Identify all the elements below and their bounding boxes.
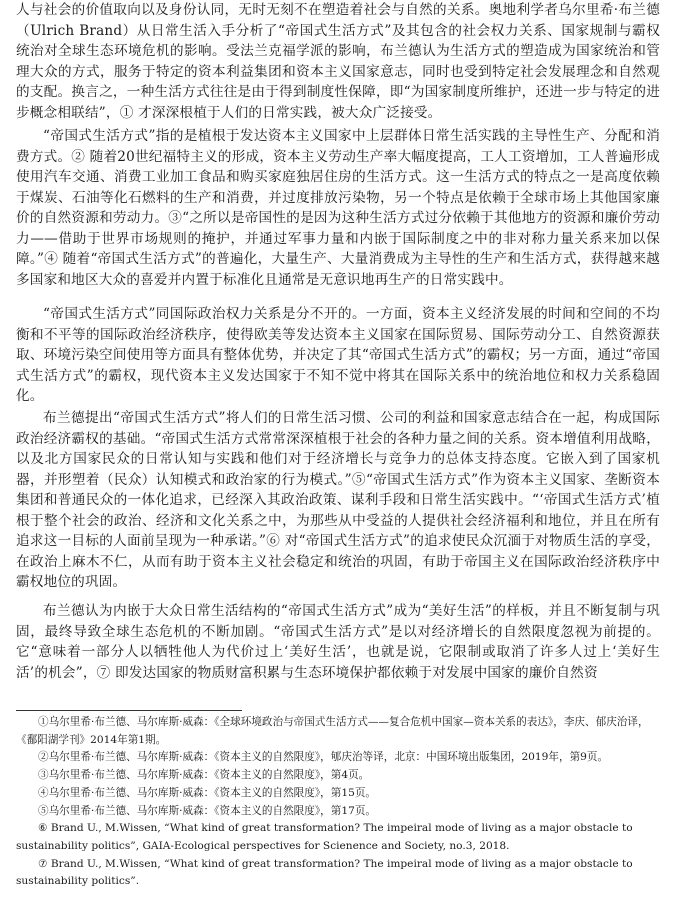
footnote-6: ⑥ Brand U., M.Wissen, “What kind of great transformation? The impeiral mode of living as a major obstacle to sustainability politics”, GAIA-Ecological perspectives for Scienence and Society, no.3, 2018. [16,822,633,852]
footnote-5: ⑤乌尔里希·布兰德、马尔库斯·威森：《资本主义的自然限度》，第17页。 [38,804,377,817]
footnote-3: ③乌尔里希·布兰德、马尔库斯·威森：《资本主义的自然限度》，第4页。 [38,769,370,782]
footnote-2: ②乌尔里希·布兰德、马尔库斯·威森：《资本主义的自然限度》，郇庆治等译，北京：中国环境出版集团，2019年，第9页。 [38,751,609,764]
footnote-1: ①乌尔里希·布兰德、马尔库斯·威森：《全球环境政治与帝国式生活方式——复合危机中国家—资本关系的表达》，李庆、郁庆治译，《鄱阳湖学刊》2014年第1期。 [16,716,649,746]
footnote-divider [16,710,242,711]
paragraph-3: “帝国式生活方式”同国际政治权力关系是分不开的。一方面，资本主义经济发展的时间和空间的不均衡和不平等的国际政治经济秩序，使得欧美等发达资本主义国家在国际贸易、国际劳动分工、自然资源获取、环境污染空间使用等方面具有整体优势，并决定了其“帝国式生活方式”的霸权；另一方面，通过“帝国式生活方式”的霸权，现代资本主义发达国家于不知不觉中将其在国际关系中的统治地位和权力关系稳固化。 [16,306,660,404]
footnote-4: ④乌尔里希·布兰德、马尔库斯·威森：《资本主义的自然限度》，第15页。 [38,786,377,799]
paragraph-2: “帝国式生活方式”指的是植根于发达资本主义国家中上层群体日常生活实践的主导性生产、分配和消费方式。② 随着20世纪福特主义的形成，资本主义劳动生产率大幅度提高，工人工资增加，工人普遍形成使用汽车交通、消费工业加工食品和购买家庭独居住房的生活方式。这一生活方式的特点之一是高度依赖于煤炭、石油等化石燃料的生产和消费，并过度排放污染物，另一个特点是依赖于全球市场上其他国家廉价的自然资源和劳动力。③“之所以是帝国性的是因为这种生活方式过分依赖于其他地方的资源和廉价劳动力——借助于世界市场规则的掩护，并通过军事力量和内嵌于国际制度之中的非对称力量关系来加以保障。”④ 随着“帝国式生活方式”的普遍化，大量生产、大量消费成为主导性的生产和生活方式，获得越来越多国家和地区大众的喜爱并内置于标准化且通常是无意识地再生产的日常实践中。 [16,128,660,288]
footnote-7: ⑦ Brand U., M.Wissen, “What kind of great transformation? The impeiral mode of living as a major obstacle to sustainability politics”. [16,857,633,888]
paragraph-5: 布兰德认为内嵌于大众日常生活结构的“帝国式生活方式”成为“美好生活”的样板，并且不断复制与巩固，最终导致全球生态危机的不断加剧。“帝国式生活方式”是以对经济增长的自然限度忽视为前提的。它“意味着一部分人以牺牲他人为代价过上‘美好生活’，也就是说，它限制或取消了许多人过上‘美好生活’的机会”，⑦ 即发达国家的物质财富积累与生态环境保护都依赖于对发展中国家的廉价自然资 [16,603,660,681]
paragraph-1: 人与社会的价值取向以及身份认同，无时无刻不在塑造着社会与自然的关系。奥地利学者乌尔里希·布兰德（Ulrich Brand）从日常生活入手分析了“帝国式生活方式”及其包含的社会权力关系、国家规制与霸权统治对全球生态环境危机的影响。受法兰克福学派的影响，布兰德认为生活方式的塑造成为国家统治和管理大众的方式，服务于特定的资本利益集团和资本主义国家意志，同时也受到特定社会发展理念和自然观的支配。换言之，一种生活方式往往是由于得到制度性保障，即“为国家制度所维护，还进一步与特定的进步概念相联结”，① 才深深根植于人们的日常实践，被大众广泛接受。 [16,2,660,121]
paragraph-4: 布兰德提出“帝国式生活方式”将人们的日常生活习惯、公司的利益和国家意志结合在一起，构成国际政治经济霸权的基础。“帝国式生活方式常常深深植根于社会的各种力量之间的关系。资本增值利用战略，以及北方国家民众的日常认知与实践和他们对于经济增长与竞争力的总体支持态度。它嵌入到了国家机器，并形塑着（民众）认知模式和政治家的行为模式。”⑤“帝国式生活方式”作为资本主义国家、垄断资本集团和普通民众的一体化追求，已经深入其政治政策、谋利手段和日常生活实践中。“‘帝国式生活方式’植根于整个社会的政治、经济和文化关系之中，为那些从中受益的人提供社会经济福利和地位，并且在所有追求这一目标的人面前呈现为一种承诺。”⑥ 对“帝国式生活方式”的追求使民众沉湎于对物质生活的享受，在政治上麻木不仁，从而有助于资本主义社会稳定和统治的巩固，有助于帝国主义在国际政治经济秩序中霸权地位的巩固。 [16,410,660,590]
footnotes [16,714,660,891]
